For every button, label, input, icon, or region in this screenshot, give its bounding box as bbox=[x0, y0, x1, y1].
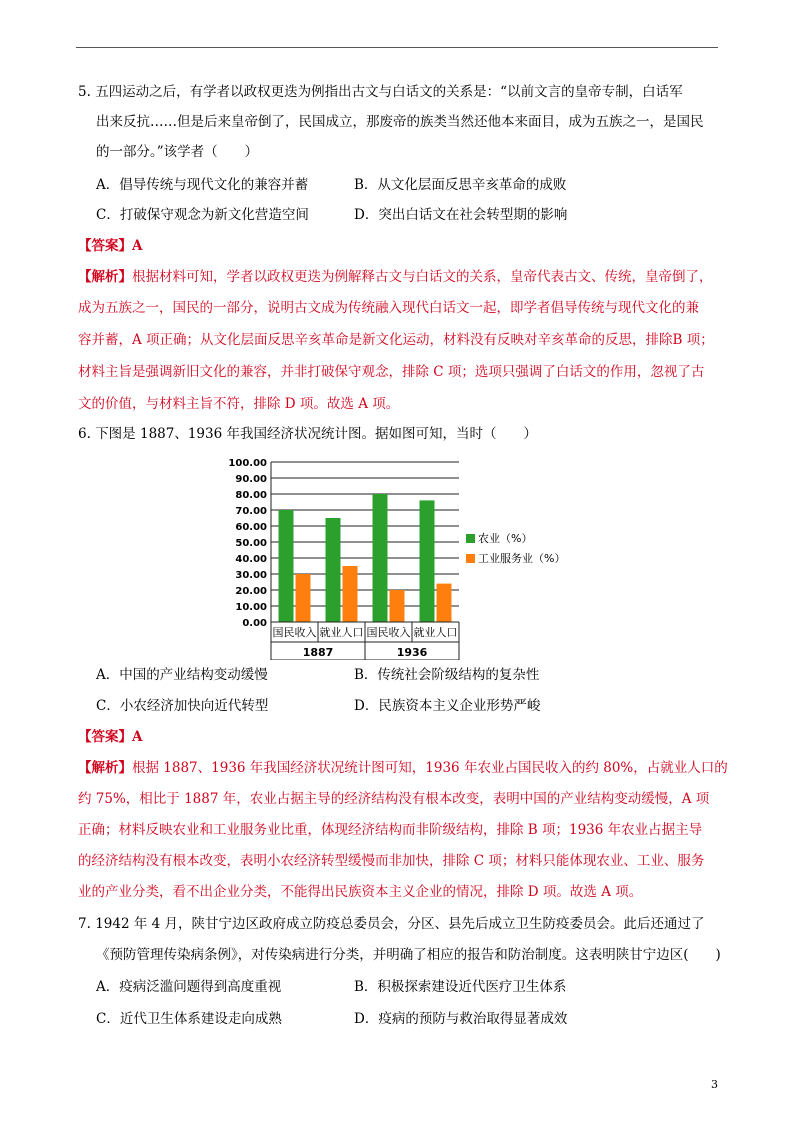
q6-option-a: A．中国的产业结构变动缓慢 bbox=[96, 667, 268, 683]
q7-line-2: 《预防管理传染病条例》，对传染病进行分类，并明确了相应的报告和防治制度。这表明陕甘宁边区( ) bbox=[96, 947, 721, 963]
q6-option-c: C．小农经济加快向近代转型 bbox=[96, 698, 269, 714]
q7-line-1: 7. 1942 年 4 月，陕甘宁边区政府成立防疫总委员会，分区、县先后成立卫生防疫委员会。此后还通过了 bbox=[78, 916, 705, 932]
q6-option-b: B．传统社会阶级结构的复杂性 bbox=[354, 667, 540, 683]
y-tick-label: 80.00 bbox=[235, 490, 267, 501]
q5-option-c: C．打破保守观念为新文化营造空间 bbox=[96, 207, 309, 223]
legend-label: 农业（%） bbox=[478, 532, 533, 545]
category-label: 就业人口 bbox=[413, 626, 458, 639]
bar-agriculture bbox=[373, 494, 388, 622]
q6-explanation-line-5: 业的产业分类，看不出企业分类，不能得出民族资本主义企业的情况，排除 D 项。故选 A 项。 bbox=[78, 884, 643, 900]
category-label: 国民收入 bbox=[366, 626, 411, 639]
q5-explanation-line-4: 材料主旨是强调新旧文化的兼容，并非打破保守观念，排除 C 项；选项只强调了白话文的作用，忽视了古 bbox=[78, 364, 705, 380]
q5-explanation-line-5: 文的价值，与材料主旨不符，排除 D 项。故选 A 项。 bbox=[78, 396, 400, 412]
y-tick-label: 90.00 bbox=[235, 474, 267, 485]
q5-line-3: 的一部分。”该学者（ ） bbox=[96, 144, 259, 160]
header-rule bbox=[76, 47, 718, 48]
q5-line-1: 5. 五四运动之后，有学者以政权更迭为例指出古文与白话文的关系是：“以前文言的皇帝专制，白话军 bbox=[78, 84, 683, 100]
bar-industry-service bbox=[343, 566, 358, 622]
q5-option-b: B．从文化层面反思辛亥革命的成败 bbox=[354, 177, 567, 193]
category-label: 就业人口 bbox=[319, 626, 364, 639]
q7-option-c: C．近代卫生体系建设走向成熟 bbox=[96, 1011, 282, 1027]
y-tick-label: 70.00 bbox=[235, 506, 267, 517]
category-label: 国民收入 bbox=[272, 626, 317, 639]
bar-industry-service bbox=[437, 584, 452, 622]
q5-option-d: D．突出白话文在社会转型期的影响 bbox=[354, 207, 568, 223]
legend-swatch bbox=[466, 534, 475, 543]
bar-agriculture bbox=[420, 500, 435, 622]
bar-industry-service bbox=[296, 574, 311, 622]
q5-line-2: 出来反抗……但是后来皇帝倒了，民国成立，那废帝的族类当然还他本来面目，成为五族之一，是国民 bbox=[96, 114, 704, 130]
q6-explanation-line-3: 正确；材料反映农业和工业服务业比重，体现经济结构而非阶级结构，排除 B 项；1936 年农业占据主导 bbox=[78, 822, 703, 838]
q6-explanation-line-2: 约 75%，相比于 1887 年，农业占据主导的经济结构没有根本改变，表明中国的产业结构变动缓慢，A 项 bbox=[78, 791, 710, 807]
legend-swatch bbox=[466, 554, 475, 563]
bar-agriculture bbox=[326, 518, 341, 622]
q7-option-a: A．疫病泛滥问题得到高度重视 bbox=[96, 979, 282, 995]
q6-explanation-line-1: 【解析】根据 1887、1936 年我国经济状况统计图可知，1936 年农业占国民收入的约 80%，占就业人口的 bbox=[78, 760, 728, 776]
y-tick-label: 100.00 bbox=[228, 458, 267, 469]
y-tick-label: 60.00 bbox=[235, 522, 267, 533]
q5-explanation-line-3: 容并蓄，A 项正确；从文化层面反思辛亥革命是新文化运动，材料没有反映对辛亥革命的反思，排除B 项； bbox=[78, 332, 714, 348]
legend-label: 工业服务业（%） bbox=[478, 552, 566, 565]
y-tick-label: 40.00 bbox=[235, 554, 267, 565]
bar-industry-service bbox=[390, 590, 405, 622]
q5-explanation-line-1: 【解析】根据材料可知，学者以政权更迭为例解释古文与白话文的关系，皇帝代表古文、传统，皇帝倒了， bbox=[78, 269, 713, 285]
q6-stem: 6. 下图是 1887、1936 年我国经济状况统计图。据如图可知，当时（ ） bbox=[78, 426, 537, 442]
group-label: 1936 bbox=[396, 646, 428, 659]
y-tick-label: 10.00 bbox=[235, 602, 267, 613]
q5-option-a: A．倡导传统与现代文化的兼容并蓄 bbox=[96, 177, 309, 193]
page-number: 3 bbox=[711, 1078, 718, 1091]
q7-option-d: D．疫病的预防与救治取得显著成效 bbox=[354, 1011, 568, 1027]
y-tick-label: 50.00 bbox=[235, 538, 267, 549]
economic-bar-chart bbox=[228, 450, 568, 660]
q6-option-d: D．民族资本主义企业形势严峻 bbox=[354, 698, 541, 714]
q6-answer: 【答案】A bbox=[78, 729, 143, 745]
y-tick-label: 20.00 bbox=[235, 586, 267, 597]
q5-explanation-line-2: 成为五族之一，国民的一部分，说明古文成为传统融入现代白话文一起，即学者倡导传统与现代文化的兼 bbox=[78, 300, 699, 316]
q7-option-b: B．积极探索建设近代医疗卫生体系 bbox=[354, 979, 567, 995]
q6-explanation-line-4: 的经济结构没有根本改变，表明小农经济转型缓慢而非加快，排除 C 项；材料只能体现农业、工业、服务 bbox=[78, 853, 705, 869]
bar-agriculture bbox=[279, 510, 294, 622]
y-tick-label: 0.00 bbox=[242, 618, 267, 629]
y-tick-label: 30.00 bbox=[235, 570, 267, 581]
q5-answer: 【答案】A bbox=[78, 238, 143, 254]
group-label: 1887 bbox=[302, 646, 334, 659]
